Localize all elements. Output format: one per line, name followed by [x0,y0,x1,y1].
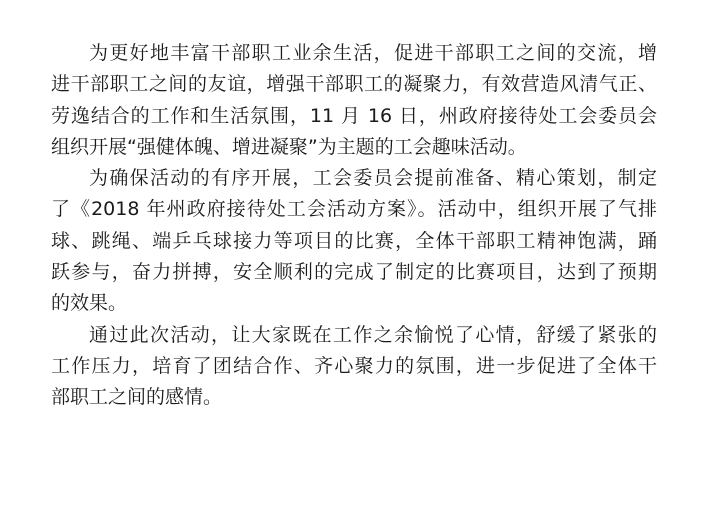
text-line: 进干部职工之间的友谊，增强干部职工的凝聚力，有效营造风清气正、 [51,73,657,96]
text-line: 部职工之间的感情。 [51,386,223,409]
paragraph-1 [51,38,657,163]
text-line: 通过此次活动，让大家既在工作之余愉悦了心情，舒缓了紧张的 [89,323,657,346]
text-line: 跃参与，奋力拼搏，安全顺利的完成了制定的比赛项目，达到了预期 [51,261,657,284]
text-line: 了《2018 年州政府接待处工会活动方案》。活动中，组织开展了气排 [51,198,657,221]
text-line: 组织开展“强健体魄、增进凝聚”为主题的工会趣味活动。 [51,135,527,158]
text-line: 工作压力，培育了团结合作、齐心聚力的氛围，进一步促进了全体干 [51,354,657,377]
text-line: 劳逸结合的工作和生活氛围，11 月 16 日，州政府接待处工会委员会 [51,104,657,127]
text-line: 的效果。 [51,292,128,315]
text-line: 为确保活动的有序开展，工会委员会提前准备、精心策划，制定 [89,167,657,190]
paragraph-2 [51,163,657,319]
text-line: 为更好地丰富干部职工业余生活，促进干部职工之间的交流，增 [89,42,657,64]
paragraph-3 [51,320,657,414]
document-body [51,38,657,414]
text-line: 球、跳绳、端乒乓球接力等项目的比赛，全体干部职工精神饱满，踊 [51,229,657,252]
